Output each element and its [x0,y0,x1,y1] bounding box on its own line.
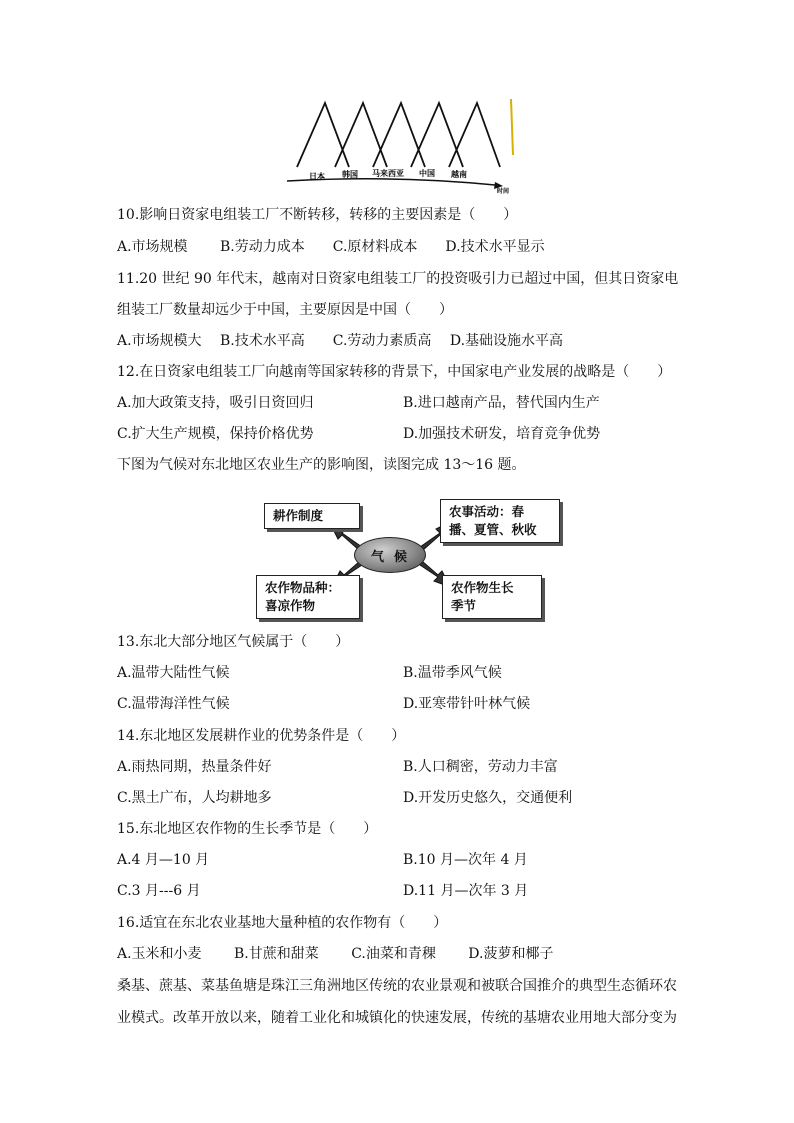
box-crop-varieties-line2: 喜凉作物 [265,598,316,613]
box-crop-varieties-line1: 农作物品种： [265,580,341,595]
country-label: 韩国 [342,170,358,179]
yellow-mark [511,99,513,155]
q13-option-d: D.亚寒带针叶林气候 [403,696,531,712]
box-farming-activities-line1: 农事活动：春 [449,504,525,519]
q12-option-d: D.加强技术研发，培育竞争优势 [403,426,601,442]
passage-line1: 桑基、蔗基、菜基鱼塘是珠江三角洲地区传统的农业景观和被联合国推介的典型生态循环农 [117,978,677,994]
question-12-stem: 12.在日资家电组装工厂向越南等国家转移的背景下，中国家电产业发展的战略是（ ） [117,364,672,380]
question-16-stem: 16.适宜在东北农业基地大量种植的农作物有（ ） [117,915,448,931]
q12-option-b: B.进口越南产品，替代国内生产 [403,395,600,411]
triangle-korea [335,103,387,167]
triangle-china [411,103,463,167]
box-crop-varieties [256,575,360,619]
question-13-stem: 13.东北大部分地区气候属于（ ） [117,634,350,650]
transfer-diagram-svg [285,95,520,195]
box-farming-activities-line2: 播、夏管、秋收 [449,522,537,537]
box-growing-season-line2: 季节 [451,598,477,613]
country-label: 中国 [419,169,435,178]
question-16-options: A.玉米和小麦 B.甘蔗和甜菜 C.油菜和青稞 D.菠萝和椰子 [117,946,554,962]
q13-option-a: A.温带大陆性气候 [117,665,230,681]
question-11-stem-line1: 11.20 世纪 90 年代末，越南对日资家电组装工厂的投资吸引力已超过中国，但其日资家电 [117,271,679,287]
question-10-options: A.市场规模 B.劳动力成本 C.原材料成本 D.技术水平显示 [117,239,545,255]
box-farming-system-label: 耕作制度 [273,508,324,523]
q15-option-d: D.11 月—次年 3 月 [403,883,529,899]
triangle-vietnam [449,103,500,167]
passage-line2: 业模式。改革开放以来，随着工业化和城镇化的快速发展，传统的基塘农业用地大部分变为 [117,1010,677,1026]
country-label: 日本 [309,172,325,181]
q13-option-c: C.温带海洋性气候 [117,696,230,712]
box-farming-activities [440,499,560,543]
q14-option-c: C.黑土广布，人均耕地多 [117,790,272,806]
triangle-malaysia [373,103,425,167]
question-15-stem: 15.东北地区农作物的生长季节是（ ） [117,821,378,837]
question-11-stem-line2: 组装工厂数量却远少于中国，主要原因是中国（ ） [117,302,453,318]
q12-option-c: C.扩大生产规模，保持价格优势 [117,426,314,442]
industry-transfer-figure [285,95,520,195]
question-14-stem: 14.东北地区发展耕作业的优势条件是（ ） [117,728,406,744]
q14-option-a: A.雨热同期，热量条件好 [117,759,272,775]
q12-option-a: A.加大政策支持，吸引日资回归 [117,395,314,411]
q15-option-c: C.3 月---6 月 [117,883,201,899]
q14-option-d: D.开发历史悠久，交通便利 [403,790,573,806]
box-farming-system [264,503,360,529]
box-growing-season-line1: 农作物生长 [451,580,514,595]
q15-option-b: B.10 月—次年 4 月 [403,852,528,868]
q15-option-a: A.4 月—10 月 [117,852,210,868]
climate-ellipse: 气候 [354,537,426,573]
country-label: 越南 [451,170,467,179]
intro-13-16: 下图为气候对东北地区农业生产的影响图，读图完成 13～16 题。 [117,457,526,473]
country-label: 马来西亚 [372,169,404,178]
triangle-japan [297,103,349,167]
q13-option-b: B.温带季风气候 [403,665,502,681]
box-growing-season [442,575,542,619]
question-11-options: A.市场规模大 B.技术水平高 C.劳动力素质高 D.基础设施水平高 [117,333,564,349]
question-10-stem: 10.影响日资家电组装工厂不断转移，转移的主要因素是（ ） [117,207,518,223]
climate-influence-diagram [250,495,550,620]
q14-option-b: B.人口稠密，劳动力丰富 [403,759,558,775]
axis-label: 时间 [497,188,510,195]
